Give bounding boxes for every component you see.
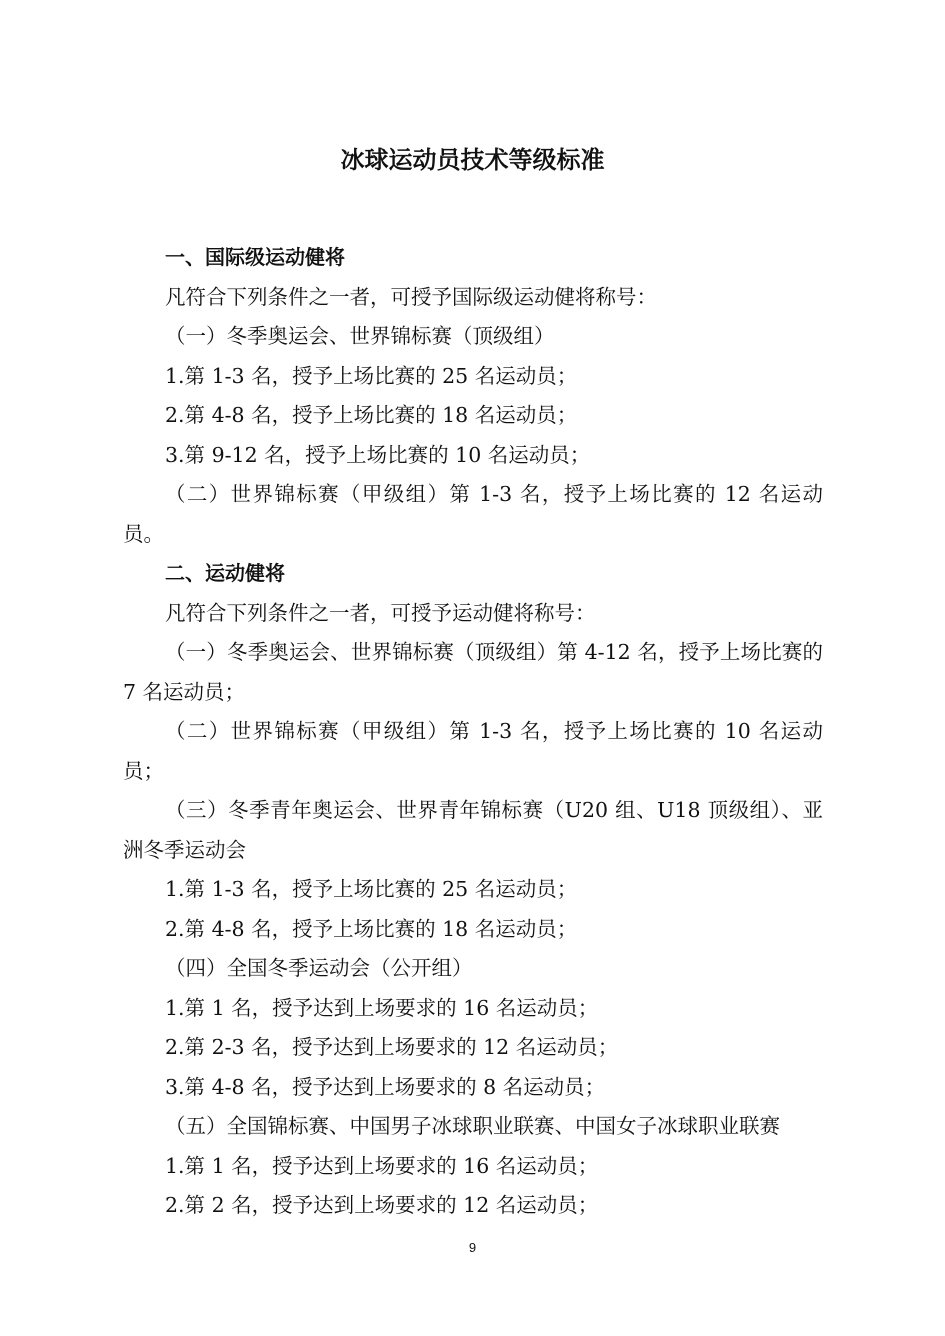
- page-number: 9: [468, 1240, 477, 1255]
- paragraph: （二）世界锦标赛（甲级组）第 1-3 名，授予上场比赛的 12 名运动员。: [123, 482, 823, 546]
- paragraph: 凡符合下列条件之一者，可授予运动健将称号：: [165, 600, 596, 625]
- paragraph: 1.第 1 名，授予达到上场要求的 16 名运动员；: [165, 1153, 599, 1178]
- paragraph: （一）冬季奥运会、世界锦标赛（顶级组）第 4-12 名，授予上场比赛的 7 名运动员；: [123, 640, 823, 704]
- paragraph: （一）冬季奥运会、世界锦标赛（顶级组）: [165, 324, 555, 348]
- paragraph: 3.第 4-8 名，授予达到上场要求的 8 名运动员；: [165, 1074, 606, 1099]
- paragraph: （五）全国锦标赛、中国男子冰球职业联赛、中国女子冰球职业联赛: [165, 1114, 780, 1138]
- section-heading-international-master: 一、国际级运动健将: [165, 245, 345, 269]
- paragraph: 1.第 1-3 名，授予上场比赛的 25 名运动员；: [165, 363, 578, 388]
- paragraph: 3.第 9-12 名，授予上场比赛的 10 名运动员；: [165, 442, 591, 467]
- paragraph: 2.第 4-8 名，授予上场比赛的 18 名运动员；: [165, 916, 578, 941]
- document-body: [123, 238, 823, 1226]
- paragraph: 2.第 2 名，授予达到上场要求的 12 名运动员；: [165, 1193, 599, 1217]
- paragraph: 2.第 4-8 名，授予上场比赛的 18 名运动员；: [165, 403, 578, 427]
- section-heading-master: 二、运动健将: [165, 561, 285, 585]
- paragraph: 1.第 1-3 名，授予上场比赛的 25 名运动员；: [165, 877, 578, 901]
- paragraph: 凡符合下列条件之一者，可授予国际级运动健将称号：: [165, 284, 657, 309]
- paragraph: 1.第 1 名，授予达到上场要求的 16 名运动员；: [165, 995, 599, 1020]
- paragraph: 2.第 2-3 名，授予达到上场要求的 12 名运动员；: [165, 1035, 619, 1059]
- paragraph: （二）世界锦标赛（甲级组）第 1-3 名，授予上场比赛的 10 名运动员；: [123, 719, 823, 783]
- paragraph: （四）全国冬季运动会（公开组）: [165, 956, 473, 980]
- paragraph: （三）冬季青年奥运会、世界青年锦标赛（U20 组、U18 顶级组）、亚洲冬季运动会: [123, 798, 823, 862]
- document-title: 冰球运动员技术等级标准: [340, 146, 605, 174]
